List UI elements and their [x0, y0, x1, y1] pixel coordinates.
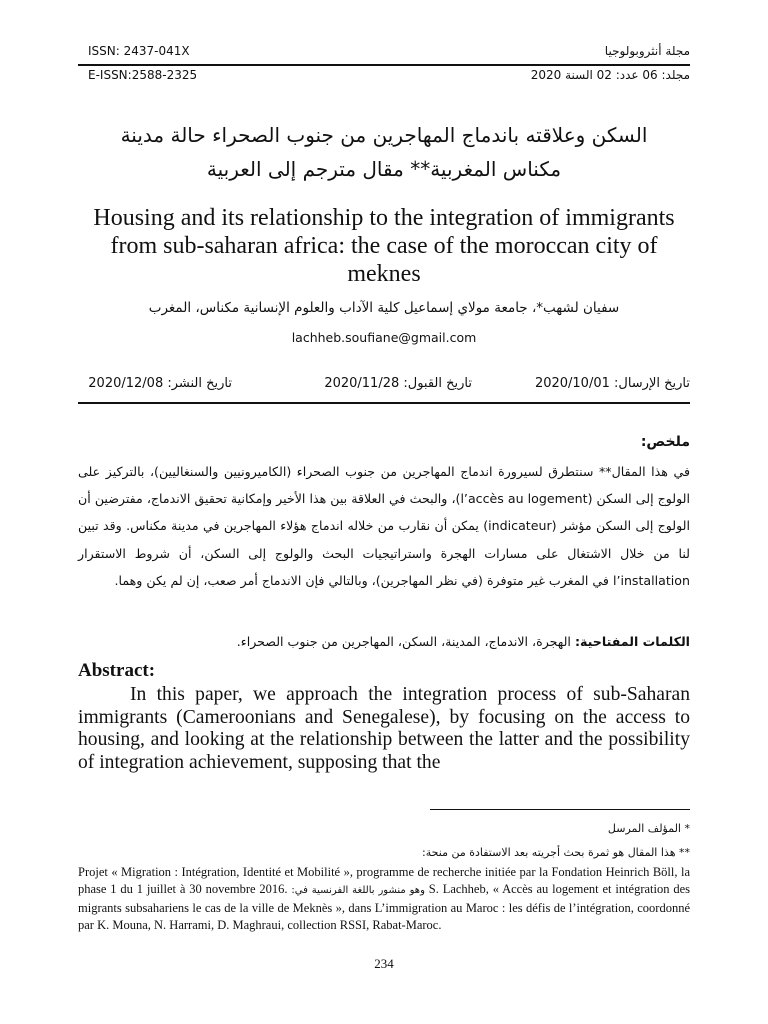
- abstract-body: In this paper, we approach the integration process of sub-Saharan immigrants (Cameroonians and Senegalese), by focusing on the access to housing, and looking at the relationship between the latter and the possibility of integration achievement, supposing that the: [78, 684, 690, 773]
- arabic-title: [78, 118, 690, 186]
- footnote-rule: [430, 809, 690, 810]
- publication-date: تاريخ النشر: 2020/12/08: [88, 376, 232, 391]
- author-affiliation: سفيان لشهب*، جامعة مولاي إسماعيل كلية الآداب والعلوم الإنسانية مكناس، المغرب: [148, 300, 620, 316]
- journal-name: مجلة أنثروبولوجيا: [604, 44, 690, 58]
- english-title: Housing and its relationship to the integration of immigrants from sub-saharan africa: the case of the moroccan city of meknes: [93, 205, 675, 287]
- footnote-citation: S. Lachheb, « Accès au logement et intégration des migrants subsahariens le cas de la ville de Meknès », dans L’immigration au Maroc : les défis de l’intégration, coordonné par K. Mouna, N. Harrami, D. Maghraui, collection RSSI, Rabat-Maroc.: [78, 882, 691, 932]
- abstract-title: Abstract:: [78, 660, 156, 681]
- article-dates: [78, 376, 690, 398]
- footnote-project: Projet « Migration : Intégration, Identité et Mobilité », programme de recherche initiée par la Fondation Heinrich Böll, la phase 1 du 1 juillet à 30 novembre 2016.: [78, 865, 690, 897]
- footnote-grant: ** هذا المقال هو ثمرة بحث أجريته بعد الاستفادة من منحة:: [422, 846, 690, 859]
- author-email[interactable]: lachheb.soufiane@gmail.com: [291, 330, 477, 345]
- acceptance-date: تاريخ القبول: 2020/11/28: [324, 376, 472, 391]
- dates-rule: [78, 402, 690, 404]
- header-rule: [78, 64, 690, 66]
- keywords-label: الكلمات المفتاحية:: [574, 634, 690, 649]
- footnote-corresponding-author: * المؤلف المرسل: [607, 822, 690, 835]
- issn: ISSN: 2437-041X: [88, 44, 190, 58]
- summary-title: ملخص:: [640, 434, 690, 450]
- page-number: 234: [374, 956, 394, 971]
- keywords: [78, 634, 690, 649]
- keywords-list: الهجرة، الاندماج، المدينة، السكن، المهاجرين من جنوب الصحراء.: [236, 634, 571, 649]
- footnote-reference: [78, 864, 690, 934]
- arabic-title-line1: السكن وعلاقته باندماج المهاجرين من جنوب الصحراء حالة مدينة: [120, 123, 648, 147]
- journal-header-top: [78, 44, 690, 64]
- summary-body: في هذا المقال** سنتطرق لسيرورة اندماج المهاجرين من جنوب الصحراء (الكاميرونيين والسنغاليين)، بالتركيز على الولوج إلى السكن (l’accès au logement)، والبحث في العلاقة بين هذا الأخير وإمكانية تحقيق الاندماج، مفترضين أن الولوج إلى السكن مؤشر (indicateur) يمكن أن نقارب من خلاله اندماج هؤلاء المهاجرين في مدينة مكناس. وقد تبين لنا من خلال الاشتغال على مسارات الهجرة واستراتيجيات البحث والولوج إلى السكن، أن شروط الاستقرار l’installation في المغرب غير متوفرة (في نظر المهاجرين)، وبالتالي فإن الاندماج أمر صعب، إن لم يكن وهما.: [78, 464, 690, 588]
- journal-header-bottom: [78, 68, 690, 88]
- submission-date: تاريخ الإرسال: 2020/10/01: [534, 376, 690, 391]
- footnote-arabic-note: وهو منشور باللغة الفرنسية في:: [291, 885, 425, 897]
- volume-info: مجلد: 06 عدد: 02 السنة 2020: [530, 68, 690, 82]
- eissn: E-ISSN:2588-2325: [88, 68, 198, 82]
- arabic-title-line2: مكناس المغربية** مقال مترجم إلى العربية: [206, 157, 562, 181]
